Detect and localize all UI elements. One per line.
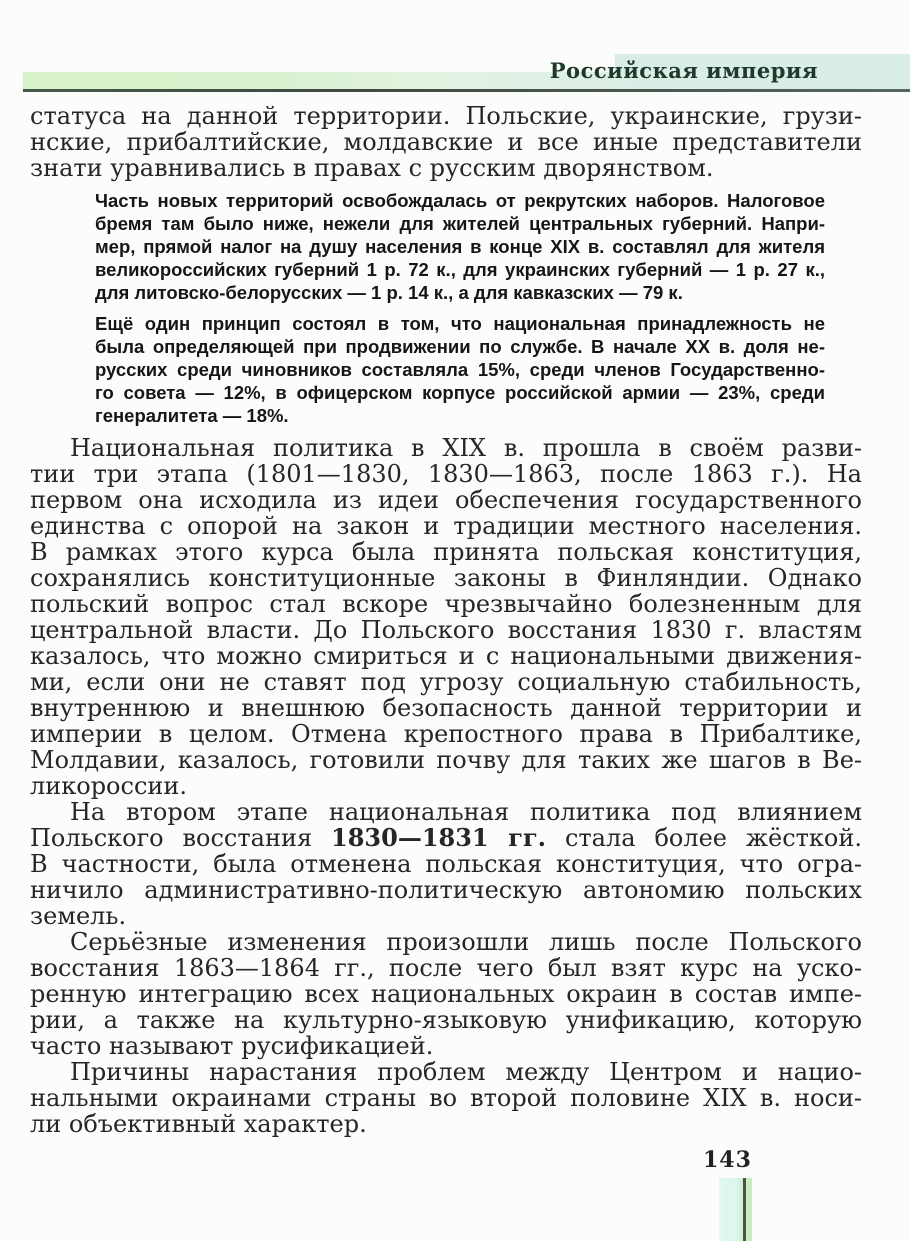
paragraph-stage1: Национальная политика в XIX в. прошла в своём разви- тии три этапа (1801—1830, 1830—1863, после 1863 г.). На первом она исходила из идеи обеспечения государственного единства с опорой на закон и традиции местного населения. В рамках этого курса была принята польская конституция, сохранялись конституционные законы в Финляндии. Однако польский вопрос стал вскоре чрезвычайно болезненным для центральной власти. До Польского восстания 1830 г. властям казалось, что можно смириться и с национальными движения- ми, если они не ставят под угрозу социальную стабильность, внутреннюю и внешнюю безопасность данной территории и империи в целом. Отмена крепостного права в Прибалтике, Молдавии, казалось, готовили почву для таких же шагов в Ве- ликороссии. bbox=[30, 434, 862, 800]
corner-decoration-line bbox=[743, 1178, 746, 1241]
paragraph-causes: Причины нарастания проблем между Центром и нацио- нальными окраинами страны во второй половине XIX в. носи- ли объективный характер. bbox=[30, 1058, 862, 1138]
paragraph-stage3: Серьёзные изменения произошли лишь после Польского восстания 1863—1864 гг., после чего был взят курс на уско- ренную интеграцию всех национальных окраин в состав импе- рии, а также на культурно-языковую унификацию, которую часто называют русификацией. bbox=[30, 928, 862, 1060]
corner-decoration-bar bbox=[719, 1178, 752, 1241]
petit-block bbox=[95, 189, 825, 427]
intro-paragraph: статуса на данной территории. Польские, украинские, грузи- нские, прибалтийские, молдавские и все иные представители знати уравнивались в правах с русским дворянством. bbox=[30, 102, 862, 182]
paragraph-stage2: На втором этапе национальная политика под влиянием Польского восстания 1830—1831 гг. стала более жёсткой. В частности, была отменена польская конституция, что огра- ничило административно-политическую автономию польских земель. bbox=[30, 798, 863, 930]
running-head-title: Российская империя bbox=[549, 58, 818, 83]
page-number: 143 bbox=[703, 1147, 752, 1173]
text-column bbox=[30, 103, 862, 1137]
petit-paragraph-service: Ещё один принцип состоял в том, что национальная принадлежность не была определяющей при продвижении по службе. В начале XX в. доля не- русских среди чиновников составляла 15%, среди членов Государственно- го совета — 12%, в офицерском корпусе российской армии — 23%, среди генералитета — 18%. bbox=[95, 313, 825, 426]
header-rule bbox=[23, 89, 910, 92]
petit-paragraph-taxes: Часть новых территорий освобождалась от рекрутских наборов. Налоговое бремя там было ниже, нежели для жителей центральных губерний. Напри- мер, прямой налог на душу населения в конце XIX в. составлял для жителя великороссийских губерний 1 р. 72 к., для украинских губерний — 1 р. 27 к., для литовско-белорусских — 1 р. 14 к., а для кавказских — 79 к. bbox=[95, 190, 825, 303]
